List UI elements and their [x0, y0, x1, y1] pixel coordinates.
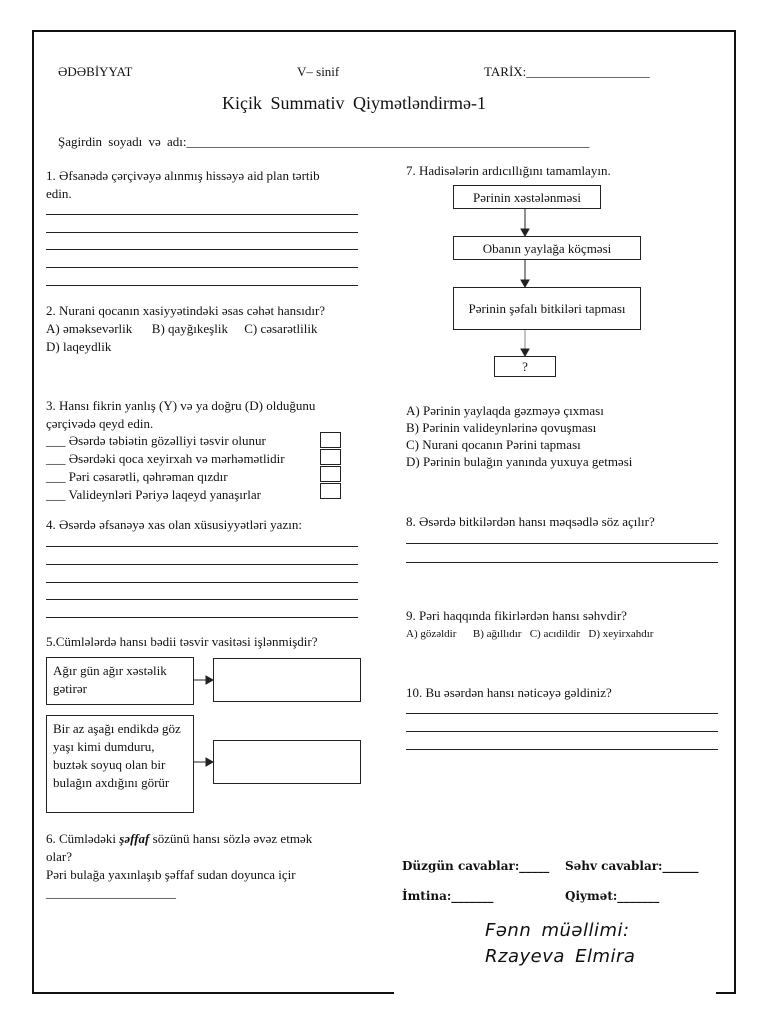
grade-label: V– sinif — [297, 64, 340, 79]
grade-score-field[interactable]: Qiymət:_______ — [565, 889, 660, 903]
teacher-role: Fənn müəllimi: — [485, 920, 630, 941]
q7-option: D) Pərinin bulağın yanında yuxuya getməsi — [406, 454, 633, 469]
q5-sentence2-box: Bir az aşağı endikdə göz yaşı kimi dumduru, buztək soyuq olan bir bulağın axdığını görür — [46, 715, 194, 813]
arrow-down-icon — [521, 349, 529, 356]
student-name-field[interactable]: Şagirdin soyadı və adı:______________________________________________________________ — [58, 134, 590, 149]
q3-item: ___ Əsərdəki qoca xeyirxah və mərhəmətlidir — [46, 451, 285, 466]
q5-sentence1-box: Ağır gün ağır xəstəlik gətirər — [46, 657, 194, 705]
q7-option: C) Nurani qocanın Pərini tapması — [406, 437, 581, 452]
arrow-down-icon — [521, 280, 529, 287]
q7-step-unknown[interactable]: ? — [494, 356, 556, 377]
q9-options: A) gözəldir B) ağıllıdır C) acıdildir D) xeyirxahdır — [406, 628, 654, 640]
q6-sentence: Pəri bulağa yaxınlaşıb şəffaf sudan doyunca içir — [46, 867, 296, 882]
arrow-right-icon — [206, 758, 213, 766]
q6-text-line2: olar? — [46, 849, 72, 864]
page-title: Kiçik Summativ Qiymətləndirmə-1 — [222, 93, 486, 113]
subject-label: ƏDƏBİYYAT — [58, 64, 133, 79]
q9-text: 9. Pəri haqqında fikirlərdən hansı səhvdir? — [406, 608, 627, 623]
q7-step-3: Pərinin şəfalı bitkiləri tapması — [453, 287, 641, 330]
q1-text-line1: 1. Əfsanədə çərçivəyə alınmış hissəyə aid plan tərtib — [46, 168, 320, 183]
correct-answers-field[interactable]: Düzgün cavablar:_____ — [402, 859, 550, 873]
q7-step-2: Obanın yaylağa köçməsi — [453, 236, 641, 260]
q2-options-line2: D) laqeydlik — [46, 339, 112, 354]
q1-text-line2: edin. — [46, 186, 72, 201]
arrow-right-icon — [206, 676, 213, 684]
refusal-field[interactable]: İmtina:_______ — [402, 889, 494, 903]
q7-text: 7. Hadisələrin ardıcıllığını tamamlayın. — [406, 163, 611, 178]
q3-item: ___ Valideynləri Pəriyə laqeyd yanaşırlar — [46, 487, 261, 502]
q8-text: 8. Əsərdə bitkilərdən hansı məqsədlə söz açılır? — [406, 514, 655, 529]
wrong-answers-field[interactable]: Səhv cavablar:______ — [565, 859, 699, 873]
q7-option: B) Pərinin valideynlərinə qovuşması — [406, 420, 597, 435]
q2-text: 2. Nurani qocanın xasiyyətindəki əsas cəhət hansıdır? — [46, 303, 326, 318]
q3-text-line1: 3. Hansı fikrin yanlış (Y) və ya doğru (D) olduğunu — [46, 398, 316, 413]
q6-answer-line[interactable]: ____________________ — [46, 885, 176, 900]
q3-item: ___ Pəri cəsarətli, qəhrəman qızdır — [46, 469, 228, 484]
q7-option: A) Pərinin yaylaqda gəzməyə çıxması — [406, 403, 604, 418]
date-field[interactable]: TARİX:___________________ — [484, 64, 650, 79]
q3-item: ___ Əsərdə təbiətin gözəlliyi təsvir olunur — [46, 433, 266, 448]
q2-options-line1: A) əməksevərlik B) qayğıkeşlik C) cəsarətlilik — [46, 321, 318, 336]
q6-text-line1: 6. Cümlədəki şəffaf sözünü hansı sözlə əvəz etmək — [46, 831, 313, 846]
q10-text: 10. Bu əsərdən hansı nəticəyə gəldiniz? — [406, 685, 612, 700]
arrow-down-icon — [521, 229, 529, 236]
q6-emphasized-word: şəffaf — [119, 831, 150, 846]
teacher-name: Rzayeva Elmira — [485, 946, 636, 967]
q5-text: 5.Cümlələrdə hansı bədii təsvir vasitəsi işlənmişdir? — [46, 634, 318, 649]
q3-text-line2: çərçivədə qeyd edin. — [46, 416, 154, 431]
q7-step-1: Pərinin xəstələnməsi — [453, 185, 601, 209]
q4-text: 4. Əsərdə əfsanəyə xas olan xüsusiyyətləri yazın: — [46, 517, 302, 532]
